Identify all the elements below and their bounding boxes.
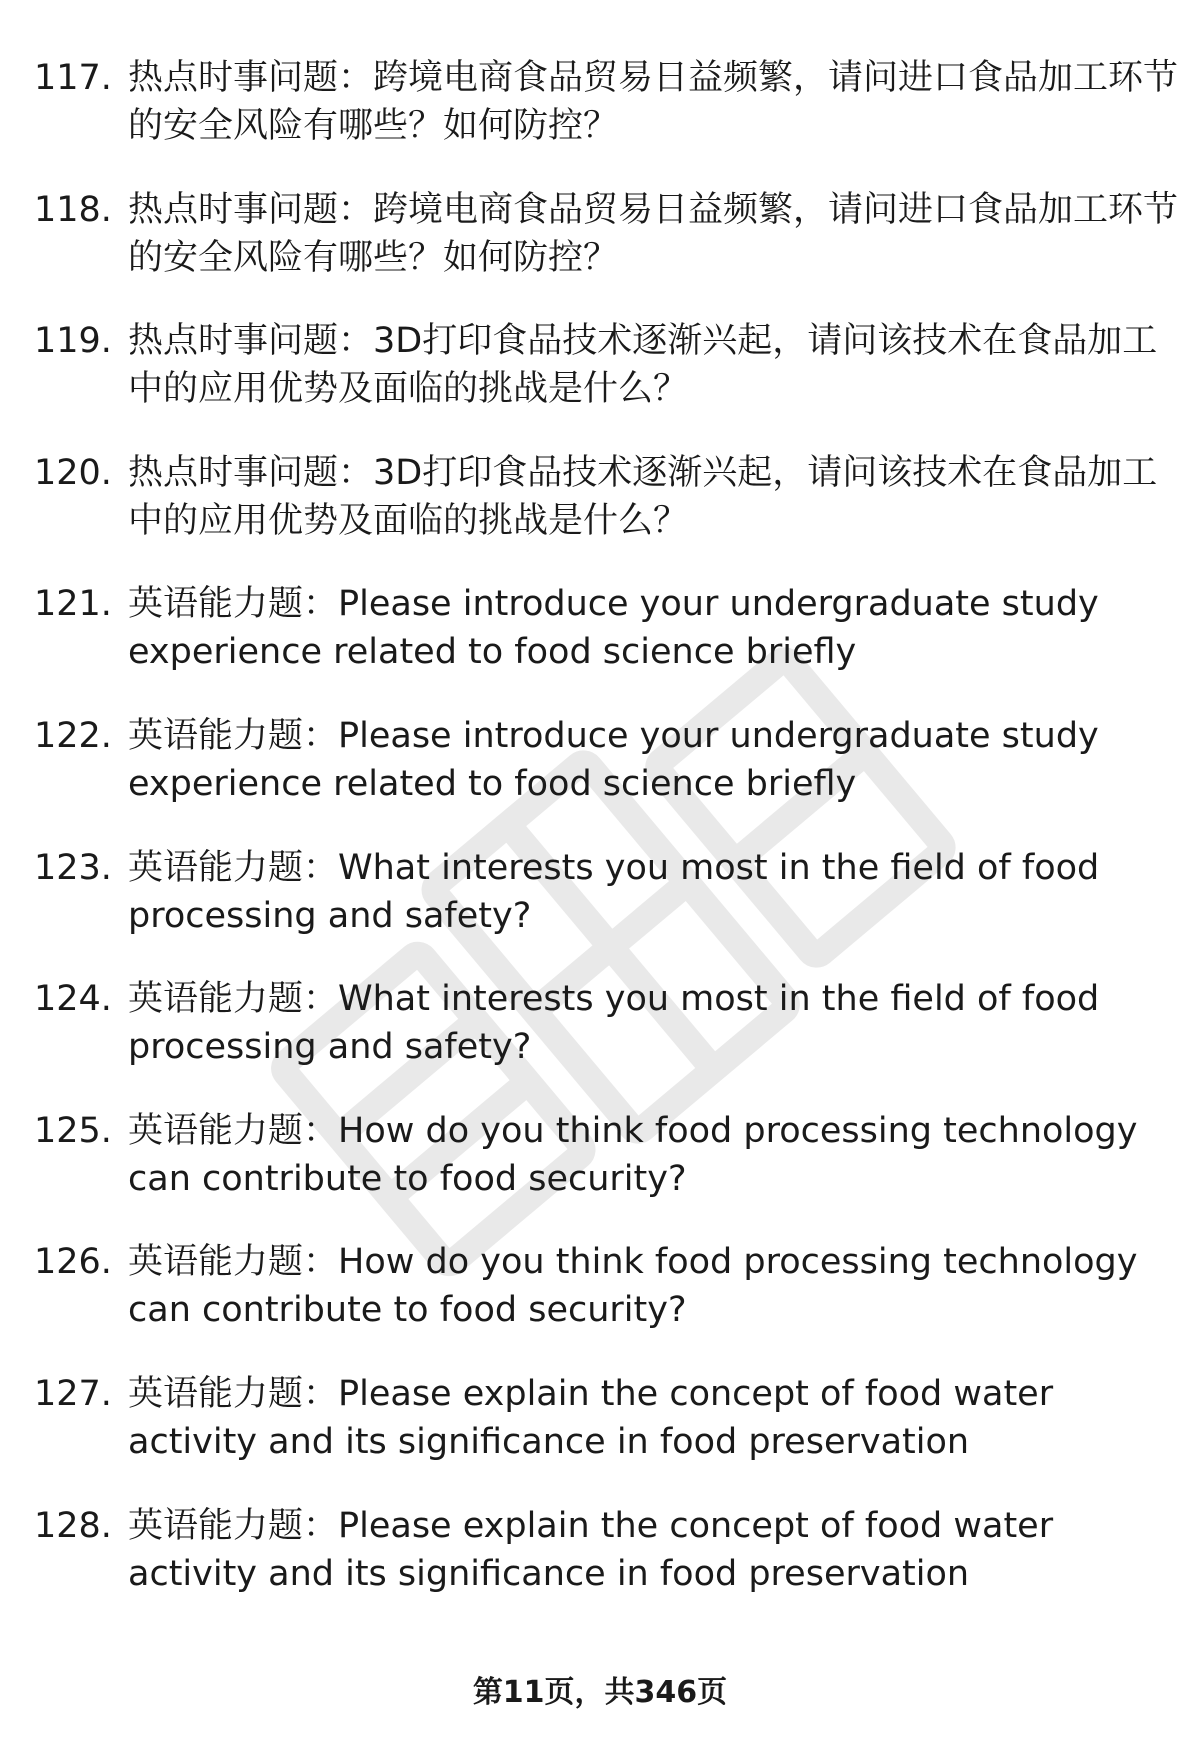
question-category: 英语能力题：	[128, 979, 339, 1020]
question-list	[34, 54, 1179, 1633]
question-body	[128, 1107, 1180, 1203]
question-number: 118.	[34, 189, 112, 230]
list-item	[34, 1502, 1174, 1634]
question-number: 128.	[34, 1505, 112, 1546]
list-item	[34, 580, 1174, 712]
question-number: 125.	[34, 1110, 112, 1151]
question-text: How do you think food processing technology can contribute to food security?	[128, 1110, 1138, 1199]
question-number: 120.	[34, 452, 112, 493]
question-number: 121.	[34, 584, 112, 625]
question-text: 3D打印食品技术逐渐兴起，请问该技术在食品加工中的应用优势及面临的挑战是什么？	[128, 452, 1158, 541]
list-item	[34, 844, 1174, 976]
question-text: Please explain the concept of food water activity and its significance in food preservation	[128, 1505, 1054, 1594]
question-number: 119.	[34, 321, 112, 362]
question-number: 117.	[34, 58, 112, 98]
list-item	[34, 54, 1179, 186]
question-category: 英语能力题：	[128, 1505, 339, 1546]
question-text: What interests you most in the field of food processing and safety?	[128, 979, 1100, 1068]
question-body	[128, 54, 1180, 150]
list-item	[34, 1107, 1174, 1239]
list-item	[34, 1370, 1174, 1502]
question-body	[128, 1370, 1180, 1466]
list-item	[34, 317, 1174, 449]
question-body	[128, 712, 1180, 808]
question-body	[128, 186, 1180, 282]
question-category: 英语能力题：	[128, 584, 339, 625]
question-category: 英语能力题：	[128, 715, 339, 756]
list-item	[34, 449, 1174, 581]
question-body	[128, 1502, 1180, 1598]
question-category: 热点时事问题：	[128, 189, 374, 230]
question-number: 124.	[34, 979, 112, 1020]
question-category: 英语能力题：	[128, 1242, 339, 1283]
question-number: 122.	[34, 715, 112, 756]
question-category: 热点时事问题：	[128, 452, 374, 493]
question-text: 跨境电商食品贸易日益频繁，请问进口食品加工环节的安全风险有哪些？如何防控？	[128, 189, 1179, 278]
question-body	[128, 975, 1180, 1071]
question-text: 3D打印食品技术逐渐兴起，请问该技术在食品加工中的应用优势及面临的挑战是什么？	[128, 321, 1158, 410]
question-body	[128, 317, 1180, 413]
question-number: 127.	[34, 1373, 112, 1414]
question-text: Please introduce your undergraduate study experience related to food science briefly	[128, 715, 1099, 804]
question-category: 热点时事问题：	[128, 321, 374, 362]
question-body	[128, 449, 1180, 545]
list-item	[34, 186, 1179, 318]
question-text: Please introduce your undergraduate study experience related to food science briefly	[128, 584, 1099, 673]
list-item	[34, 712, 1174, 844]
question-text: What interests you most in the field of food processing and safety?	[128, 847, 1100, 936]
question-number: 126.	[34, 1242, 112, 1283]
question-category: 英语能力题：	[128, 1373, 339, 1414]
list-item	[34, 1238, 1174, 1370]
question-body	[128, 844, 1180, 940]
question-body	[128, 1238, 1180, 1334]
list-item	[34, 975, 1174, 1107]
question-category: 英语能力题：	[128, 847, 339, 888]
question-category: 热点时事问题：	[128, 58, 374, 98]
question-category: 英语能力题：	[128, 1110, 339, 1151]
question-text: Please explain the concept of food water activity and its significance in food preservation	[128, 1373, 1054, 1462]
question-text: How do you think food processing technology can contribute to food security?	[128, 1242, 1138, 1331]
question-number: 123.	[34, 847, 112, 888]
question-body	[128, 580, 1180, 676]
page-footer: 第11页，共346页	[472, 1675, 728, 1710]
question-text: 跨境电商食品贸易日益频繁，请问进口食品加工环节的安全风险有哪些？如何防控？	[128, 58, 1179, 146]
